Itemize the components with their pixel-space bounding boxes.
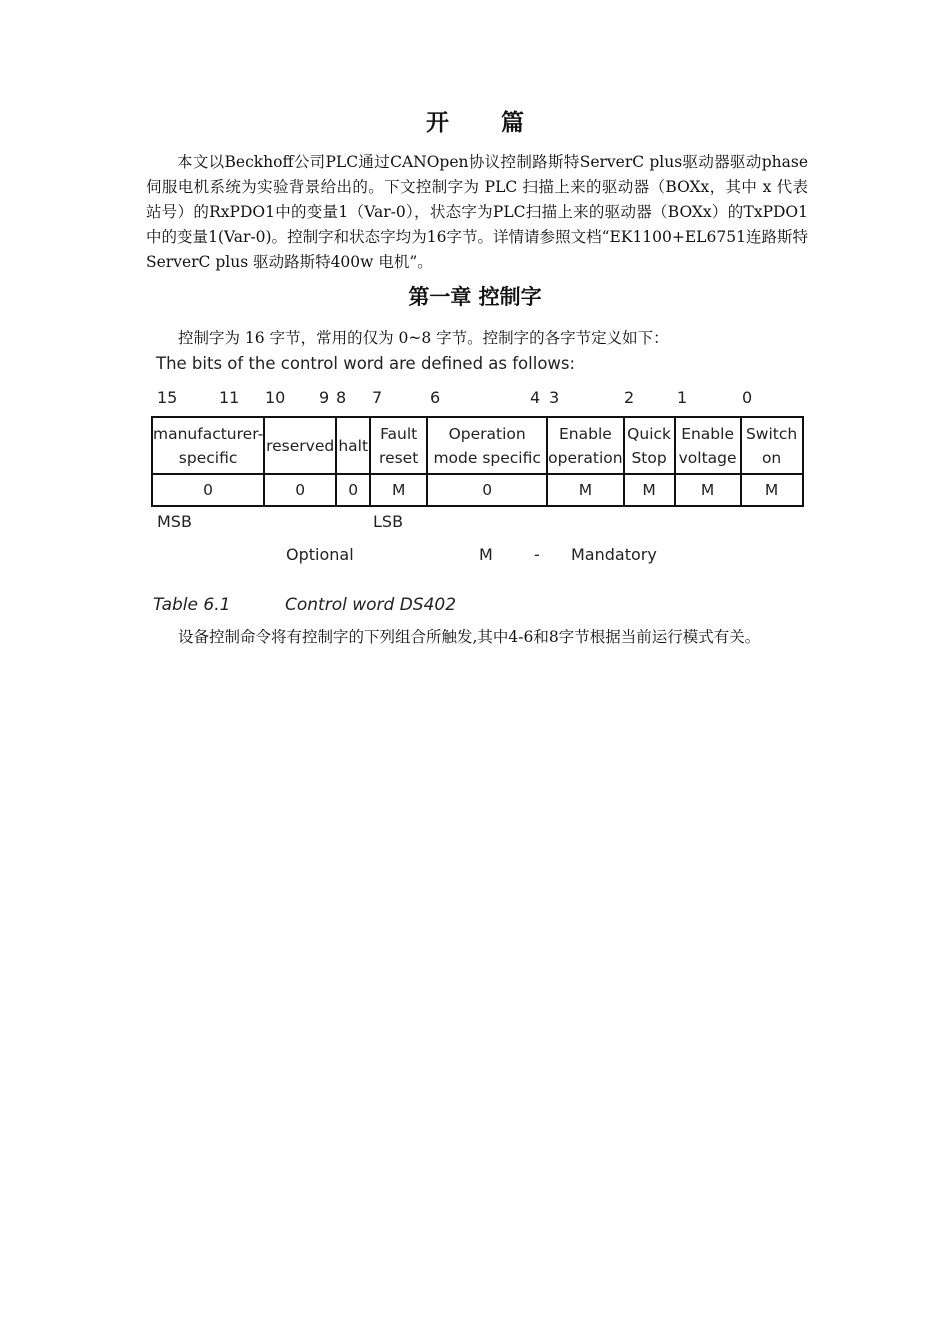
bit-number: 6 xyxy=(430,388,441,407)
bit-name-cell: Enable voltage xyxy=(675,417,741,474)
control-word-intro: 控制字为 16 字节，常用的仅为 0~8 字节。控制字的各字节定义如下： xyxy=(178,329,669,347)
bit-name-cell: Switch on xyxy=(741,417,803,474)
bit-number: 9 xyxy=(319,388,330,407)
bit-value-cell: M xyxy=(624,474,675,506)
figure-caption: The bits of the control word are defined as follows: xyxy=(156,354,576,373)
table-title: Control word DS402 xyxy=(285,595,457,615)
legend-mandatory: Mandatory xyxy=(571,545,657,564)
command-paragraph: 设备控制命令将有控制字的下列组合所触发,其中4-6和8字节根据当前运行模式有关。 xyxy=(178,628,761,646)
bit-name-cell: manufacturer- specific xyxy=(152,417,264,474)
bit-number: 11 xyxy=(219,388,240,407)
bit-number: 15 xyxy=(157,388,178,407)
lsb-label: LSB xyxy=(373,512,404,531)
bit-name-cell: Enable operation xyxy=(547,417,623,474)
legend-m: M xyxy=(479,545,493,564)
bit-value-cell: M xyxy=(370,474,427,506)
legend-optional: Optional xyxy=(286,545,354,564)
bit-number: 2 xyxy=(624,388,635,407)
bit-number: 3 xyxy=(549,388,560,407)
bit-value-cell: 0 xyxy=(264,474,336,506)
msb-label: MSB xyxy=(157,512,192,531)
bit-value-cell: M xyxy=(675,474,741,506)
bit-value-cell: M xyxy=(547,474,623,506)
bit-number: 7 xyxy=(372,388,383,407)
bit-name-row xyxy=(152,417,803,474)
bit-name-cell: Fault reset xyxy=(370,417,427,474)
bit-value-row xyxy=(152,474,803,506)
intro-paragraph: 本文以Beckhoff公司PLC通过CANOpen协议控制路斯特ServerC plus驱动器驱动phase伺服电机系统为实验背景给出的。下文控制字为 PLC 扫描上来的驱动器（BOXx，其中 x 代表站号）的RxPDO1中的变量1（Var-0），状态字为PLC扫描上来的驱动器（BOXx）的TxPDO1中的变量1(Var-0)。控制字和状态字均为16字节。详情请参照文档“EK1100+EL6751连路斯特 ServerC plus 驱动路斯特400w 电机”。 xyxy=(146,153,808,271)
bit-number: 4 xyxy=(530,388,541,407)
table-number: Table 6.1 xyxy=(153,595,231,615)
bit-name-cell: Operation mode specific xyxy=(427,417,547,474)
bit-number: 1 xyxy=(677,388,688,407)
bit-value-cell: 0 xyxy=(152,474,264,506)
bit-number: 0 xyxy=(742,388,753,407)
page-title: 开 篇 xyxy=(425,109,546,136)
chapter-heading: 第一章 控制字 xyxy=(408,284,542,309)
bit-number: 8 xyxy=(336,388,347,407)
bit-number: 10 xyxy=(265,388,286,407)
bit-name-cell: reserved xyxy=(264,417,336,474)
bit-value-cell: 0 xyxy=(336,474,370,506)
legend-dash: - xyxy=(534,545,540,564)
bit-name-cell: halt xyxy=(336,417,370,474)
bit-name-cell: Quick Stop xyxy=(624,417,675,474)
bit-value-cell: 0 xyxy=(427,474,547,506)
control-word-table xyxy=(151,416,804,507)
bit-value-cell: M xyxy=(741,474,803,506)
